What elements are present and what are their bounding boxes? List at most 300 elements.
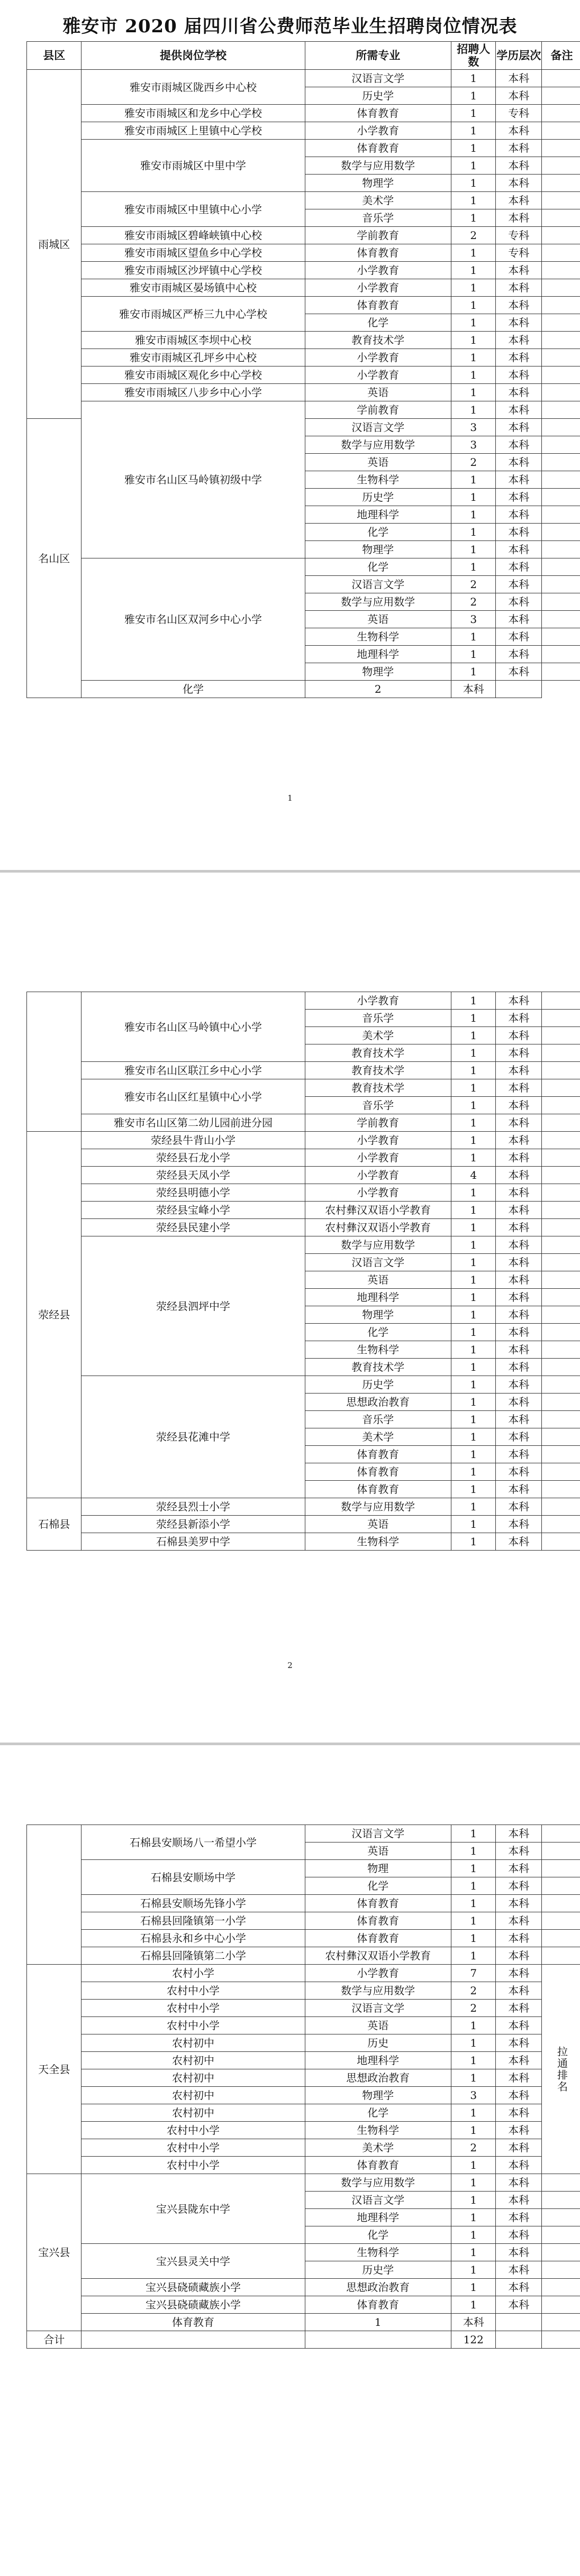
- county-cell: 天全县: [27, 1965, 81, 2174]
- table-row: [27, 992, 580, 1010]
- note-cell: 拉通排名: [541, 1965, 580, 2174]
- major-cell: 体育教育: [305, 1912, 451, 1930]
- level-cell: 本科: [496, 1062, 542, 1079]
- school-cell: 雅安市雨城区晏场镇中心校: [81, 279, 305, 297]
- page-2: [0, 873, 580, 1743]
- school-cell: 宝兴县硗碛藏族小学: [81, 2279, 305, 2296]
- major-cell: 数学与应用数学: [305, 2174, 451, 2192]
- header-num: 招聘人数: [451, 42, 496, 70]
- county-cell: 宝兴县: [27, 2174, 81, 2331]
- level-cell: 本科: [496, 1498, 542, 1516]
- note-cell: [541, 262, 580, 279]
- header-note: 备注: [541, 42, 580, 70]
- note-cell: [541, 1027, 580, 1044]
- note-cell: [541, 175, 580, 192]
- major-cell: 化学: [305, 1324, 451, 1341]
- major-cell: 历史学: [305, 87, 451, 105]
- table-row: [27, 349, 580, 366]
- num-cell: 2: [451, 2139, 496, 2157]
- num-cell: 1: [451, 2261, 496, 2279]
- major-cell: 体育教育: [305, 105, 451, 122]
- num-cell: 1: [451, 1236, 496, 1254]
- note-cell: [541, 558, 580, 576]
- major-cell: 地理科学: [305, 1289, 451, 1306]
- level-cell: 本科: [451, 2314, 496, 2331]
- table-row: [27, 70, 580, 87]
- num-cell: 1: [451, 2017, 496, 2034]
- note-cell: [541, 1428, 580, 1446]
- table-row: [27, 140, 580, 157]
- level-cell: 本科: [496, 2279, 542, 2296]
- level-cell: 本科: [496, 1184, 542, 1202]
- num-cell: 1: [451, 489, 496, 506]
- table-row: [27, 2122, 580, 2139]
- level-cell: 本科: [496, 1912, 542, 1930]
- major-cell: 体育教育: [305, 1930, 451, 1947]
- note-cell: [541, 1481, 580, 1498]
- num-cell: 1: [451, 2192, 496, 2209]
- num-cell: 1: [451, 1533, 496, 1551]
- level-cell: 本科: [496, 628, 542, 646]
- school-cell: 荥经县宝峰小学: [81, 1202, 305, 1219]
- num-cell: 1: [451, 1446, 496, 1463]
- num-cell: 1: [451, 2034, 496, 2052]
- county-cell-continued: [27, 992, 81, 1132]
- level-cell: 本科: [496, 1376, 542, 1394]
- school-cell: 农村初中: [81, 2069, 305, 2087]
- major-cell: 生物科学: [305, 1533, 451, 1551]
- num-cell: 1: [451, 70, 496, 87]
- note-cell: [541, 87, 580, 105]
- num-cell: 1: [451, 105, 496, 122]
- note-cell: [541, 2209, 580, 2226]
- school-cell: 农村中小学: [81, 2017, 305, 2034]
- level-cell: 本科: [496, 1254, 542, 1271]
- level-cell: 本科: [496, 454, 542, 471]
- major-cell: 地理科学: [305, 2052, 451, 2069]
- table-row: [27, 1533, 580, 1551]
- major-cell: 小学教育: [305, 366, 451, 384]
- major-cell: 体育教育: [305, 297, 451, 314]
- note-cell: [541, 611, 580, 628]
- school-cell: 石棉县永和乡中心小学: [81, 1930, 305, 1947]
- level-cell: 本科: [496, 2052, 542, 2069]
- note-cell: [541, 2296, 580, 2314]
- num-cell: 1: [451, 1010, 496, 1027]
- major-cell: 汉语言文学: [305, 2000, 451, 2017]
- major-cell: 学前教育: [305, 401, 451, 419]
- major-cell: 汉语言文学: [305, 70, 451, 87]
- num-cell: 2: [451, 227, 496, 244]
- level-cell: 本科: [496, 209, 542, 227]
- num-cell: 1: [451, 646, 496, 663]
- num-cell: 3: [451, 2087, 496, 2104]
- note-cell: [541, 593, 580, 611]
- note-cell: [541, 314, 580, 332]
- note-cell: [541, 419, 580, 436]
- num-cell: 1: [451, 279, 496, 297]
- level-cell: 本科: [496, 992, 542, 1010]
- total-row: [27, 2331, 580, 2349]
- note-cell: [541, 105, 580, 122]
- school-cell: 雅安市雨城区李坝中心校: [81, 332, 305, 349]
- table-row: [27, 1184, 580, 1202]
- total-value: 122: [451, 2331, 496, 2349]
- num-cell: 2: [451, 2000, 496, 2017]
- table-row: [27, 1376, 580, 1394]
- major-cell: 教育技术学: [305, 1044, 451, 1062]
- num-cell: 1: [451, 314, 496, 332]
- table-row: [27, 332, 580, 349]
- level-cell: 本科: [496, 1044, 542, 1062]
- major-cell: 体育教育: [305, 2296, 451, 2314]
- level-cell: 本科: [496, 2087, 542, 2104]
- note-cell: [541, 1359, 580, 1376]
- table-row: [27, 105, 580, 122]
- num-cell: 1: [451, 1947, 496, 1965]
- note-cell: [541, 1842, 580, 1860]
- num-cell: 1: [451, 1930, 496, 1947]
- num-cell: 3: [451, 611, 496, 628]
- table-row: [27, 1982, 580, 2000]
- major-cell: 地理科学: [305, 506, 451, 524]
- num-cell: 1: [451, 2244, 496, 2261]
- table-row: [27, 558, 580, 576]
- major-cell: 历史: [305, 2034, 451, 2052]
- county-cell-continued: [27, 1825, 81, 1965]
- major-cell: 物理学: [305, 2087, 451, 2104]
- num-cell: 1: [451, 297, 496, 314]
- num-cell: 4: [451, 1167, 496, 1184]
- major-cell: 历史学: [305, 489, 451, 506]
- note-cell: [541, 628, 580, 646]
- num-cell: 2: [451, 593, 496, 611]
- num-cell: 1: [451, 1895, 496, 1912]
- recruitment-table-3: [26, 1825, 580, 2349]
- major-cell: 物理学: [305, 663, 451, 681]
- level-cell: 本科: [496, 2000, 542, 2017]
- level-cell: 本科: [496, 2261, 542, 2279]
- table-row: [27, 1167, 580, 1184]
- level-cell: 本科: [496, 1236, 542, 1254]
- level-cell: 本科: [496, 1428, 542, 1446]
- major-cell: 英语: [305, 454, 451, 471]
- note-cell: [541, 1097, 580, 1114]
- major-cell: 化学: [305, 558, 451, 576]
- level-cell: 本科: [496, 401, 542, 419]
- level-cell: 本科: [496, 1446, 542, 1463]
- note-cell: [541, 436, 580, 454]
- school-cell: 雅安市雨城区八步乡中心小学: [81, 384, 305, 401]
- note-cell: [541, 1114, 580, 1132]
- level-cell: 本科: [496, 489, 542, 506]
- school-cell: 荥经县新添小学: [81, 1516, 305, 1533]
- num-cell: 1: [451, 209, 496, 227]
- num-cell: 1: [451, 401, 496, 419]
- note-cell: [541, 1912, 580, 1930]
- school-cell: 雅安市雨城区严桥三九中心学校: [81, 297, 305, 332]
- note-cell: [541, 2279, 580, 2296]
- major-cell: 生物科学: [305, 628, 451, 646]
- note-cell: [541, 157, 580, 175]
- level-cell: 本科: [496, 297, 542, 314]
- num-cell: 1: [451, 332, 496, 349]
- level-cell: 本科: [496, 1219, 542, 1236]
- num-cell: 1: [451, 366, 496, 384]
- level-cell: 本科: [496, 2139, 542, 2157]
- major-cell: 生物科学: [305, 2122, 451, 2139]
- level-cell: 本科: [496, 1930, 542, 1947]
- table-row: [27, 1132, 580, 1149]
- major-cell: 小学教育: [305, 992, 451, 1010]
- school-cell: 雅安市雨城区碧峰峡镇中心校: [81, 227, 305, 244]
- major-cell: 英语: [305, 611, 451, 628]
- level-cell: 本科: [496, 1463, 542, 1481]
- note-cell: [541, 1062, 580, 1079]
- note-cell: [541, 663, 580, 681]
- major-cell: 英语: [305, 1516, 451, 1533]
- level-cell: 本科: [496, 349, 542, 366]
- num-cell: 1: [451, 1481, 496, 1498]
- level-cell: 本科: [496, 663, 542, 681]
- num-cell: 1: [451, 1202, 496, 1219]
- county-cell: 石棉县: [27, 1498, 81, 1551]
- table-row: [27, 2034, 580, 2052]
- school-cell: 雅安市雨城区中里镇中心小学: [81, 192, 305, 227]
- major-cell: 体育教育: [81, 2314, 305, 2331]
- level-cell: 本科: [496, 1079, 542, 1097]
- level-cell: 本科: [496, 1947, 542, 1965]
- note-cell: [541, 1010, 580, 1027]
- school-cell: 雅安市雨城区沙坪镇中心学校: [81, 262, 305, 279]
- county-cell: 名山区: [27, 419, 81, 698]
- major-cell: 数学与应用数学: [305, 436, 451, 454]
- level-cell: 本科: [496, 1533, 542, 1551]
- num-cell: 1: [451, 1376, 496, 1394]
- level-cell: 本科: [496, 558, 542, 576]
- note-cell: [541, 1930, 580, 1947]
- table-body-2: [27, 992, 580, 1551]
- level-cell: 本科: [496, 192, 542, 209]
- level-cell: 本科: [496, 384, 542, 401]
- num-cell: 1: [451, 157, 496, 175]
- table-row: [27, 297, 580, 314]
- note-cell: [541, 454, 580, 471]
- table-row: [27, 2314, 580, 2331]
- school-cell: 荥经县民建小学: [81, 1219, 305, 1236]
- major-cell: 物理学: [305, 541, 451, 558]
- major-cell: 汉语言文学: [305, 1254, 451, 1271]
- page-3: [0, 1745, 580, 2576]
- level-cell: 本科: [496, 541, 542, 558]
- note-cell: [541, 70, 580, 87]
- num-cell: 1: [451, 1341, 496, 1359]
- note-cell: [496, 2314, 542, 2331]
- level-cell: 本科: [496, 1359, 542, 1376]
- level-cell: 本科: [496, 1097, 542, 1114]
- recruitment-table-1: [26, 41, 580, 698]
- table-body-3: [27, 1825, 580, 2349]
- note-cell: [541, 1149, 580, 1167]
- level-cell: 本科: [496, 332, 542, 349]
- level-cell: 本科: [496, 2034, 542, 2052]
- num-cell: 1: [451, 541, 496, 558]
- major-cell: 体育教育: [305, 244, 451, 262]
- num-cell: 1: [451, 1149, 496, 1167]
- school-cell: 雅安市雨城区和龙乡中心学校: [81, 105, 305, 122]
- major-cell: 汉语言文学: [305, 2192, 451, 2209]
- table-row: [27, 366, 580, 384]
- level-cell: 本科: [496, 2017, 542, 2034]
- table-row: [27, 1079, 580, 1097]
- note-cell: [541, 227, 580, 244]
- note-cell: [541, 992, 580, 1010]
- note-cell: [541, 2226, 580, 2244]
- num-cell: 1: [451, 1184, 496, 1202]
- major-cell: 小学教育: [305, 1965, 451, 1982]
- major-cell: 体育教育: [305, 140, 451, 157]
- major-cell: 英语: [305, 2017, 451, 2034]
- note-cell: [541, 471, 580, 489]
- table-row: [27, 1219, 580, 1236]
- table-row: [27, 192, 580, 209]
- major-cell: 化学: [305, 314, 451, 332]
- table-row: [27, 279, 580, 297]
- note-cell: [541, 1446, 580, 1463]
- note-cell: [541, 1533, 580, 1551]
- major-cell: 小学教育: [305, 279, 451, 297]
- table-row: [27, 1860, 580, 1877]
- level-cell: 本科: [496, 611, 542, 628]
- table-row: [27, 2139, 580, 2157]
- major-cell: 思想政治教育: [305, 2069, 451, 2087]
- school-cell: 雅安市雨城区陇西乡中心校: [81, 70, 305, 105]
- school-cell: 宝兴县硗碛藏族小学: [81, 2296, 305, 2314]
- major-cell: 化学: [305, 2104, 451, 2122]
- school-cell: 雅安市名山区联江乡中心小学: [81, 1062, 305, 1079]
- major-cell: 教育技术学: [305, 1079, 451, 1097]
- table-row: [27, 1947, 580, 1965]
- note-cell: [541, 140, 580, 157]
- table-row: [27, 1202, 580, 1219]
- note-cell: [541, 244, 580, 262]
- table-row: [27, 2017, 580, 2034]
- note-cell: [541, 2244, 580, 2261]
- note-cell: [541, 1411, 580, 1428]
- table-row: [27, 227, 580, 244]
- school-cell: 荥经县天凤小学: [81, 1167, 305, 1184]
- header-major: 所需专业: [305, 42, 451, 70]
- major-cell: 思想政治教育: [305, 2279, 451, 2296]
- table-row: [27, 2157, 580, 2174]
- level-cell: 本科: [496, 524, 542, 541]
- table-row: [27, 1236, 580, 1254]
- note-cell: [541, 1289, 580, 1306]
- major-cell: 音乐学: [305, 1010, 451, 1027]
- major-cell: 教育技术学: [305, 332, 451, 349]
- school-cell: 农村中小学: [81, 2122, 305, 2139]
- table-row: [27, 1965, 580, 1982]
- school-cell: 荥经县泗坪中学: [81, 1236, 305, 1376]
- table-row: [27, 1516, 580, 1533]
- major-cell: 思想政治教育: [305, 1394, 451, 1411]
- num-cell: 1: [451, 1027, 496, 1044]
- major-cell: 地理科学: [305, 646, 451, 663]
- school-cell: 雅安市名山区红星镇中心小学: [81, 1079, 305, 1114]
- school-cell: 雅安市雨城区孔坪乡中心校: [81, 349, 305, 366]
- page-number: 2: [287, 1661, 293, 1670]
- school-cell: 雅安市名山区马岭镇中心小学: [81, 992, 305, 1062]
- num-cell: 1: [451, 1132, 496, 1149]
- num-cell: 1: [451, 1498, 496, 1516]
- school-cell: 荥经县牛背山小学: [81, 1132, 305, 1149]
- note-cell: [541, 1044, 580, 1062]
- level-cell: 本科: [496, 1394, 542, 1411]
- school-cell: 农村初中: [81, 2087, 305, 2104]
- level-cell: 本科: [496, 1202, 542, 1219]
- num-cell: 1: [451, 349, 496, 366]
- major-cell: 化学: [305, 2226, 451, 2244]
- major-cell: 英语: [305, 1842, 451, 1860]
- school-cell: 雅安市名山区双河乡中心小学: [81, 558, 305, 681]
- num-cell: 1: [451, 2069, 496, 2087]
- num-cell: 1: [451, 2052, 496, 2069]
- level-cell: 本科: [496, 436, 542, 454]
- major-cell: 历史学: [305, 2261, 451, 2279]
- note-cell: [541, 506, 580, 524]
- level-cell: 本科: [496, 1411, 542, 1428]
- level-cell: 本科: [496, 471, 542, 489]
- num-cell: 1: [451, 262, 496, 279]
- level-cell: 本科: [496, 2122, 542, 2139]
- major-cell: 地理科学: [305, 2209, 451, 2226]
- major-cell: 生物科学: [305, 2244, 451, 2261]
- level-cell: 本科: [496, 1167, 542, 1184]
- note-cell: [541, 384, 580, 401]
- table-row: [27, 2000, 580, 2017]
- school-cell: 雅安市名山区第二幼儿园前进分园: [81, 1114, 305, 1132]
- note-cell: [541, 1254, 580, 1271]
- school-cell: 石棉县安顺场先锋小学: [81, 1895, 305, 1912]
- school-cell: 雅安市雨城区观化乡中心学校: [81, 366, 305, 384]
- level-cell: 本科: [496, 1481, 542, 1498]
- major-cell: 教育技术学: [305, 1359, 451, 1376]
- empty-cell: [305, 2331, 451, 2349]
- major-cell: 小学教育: [305, 1149, 451, 1167]
- major-cell: 数学与应用数学: [305, 1982, 451, 2000]
- table-row: [27, 122, 580, 140]
- note-cell: [541, 1219, 580, 1236]
- level-cell: 本科: [496, 175, 542, 192]
- header-level: 学历层次: [496, 42, 542, 70]
- major-cell: 英语: [305, 1271, 451, 1289]
- county-cell: 荥经县: [27, 1132, 81, 1498]
- table-row: [27, 2104, 580, 2122]
- num-cell: 1: [451, 2296, 496, 2314]
- note-cell: [541, 401, 580, 419]
- level-cell: 本科: [496, 2104, 542, 2122]
- school-cell: 石棉县安顺场八一希望小学: [81, 1825, 305, 1860]
- note-cell: [541, 2192, 580, 2209]
- level-cell: 本科: [496, 262, 542, 279]
- major-cell: 学前教育: [305, 227, 451, 244]
- num-cell: 1: [451, 992, 496, 1010]
- school-cell: 农村小学: [81, 1965, 305, 1982]
- num-cell: 1: [451, 1114, 496, 1132]
- major-cell: 体育教育: [305, 1446, 451, 1463]
- major-cell: 音乐学: [305, 1097, 451, 1114]
- school-cell: 农村中小学: [81, 2000, 305, 2017]
